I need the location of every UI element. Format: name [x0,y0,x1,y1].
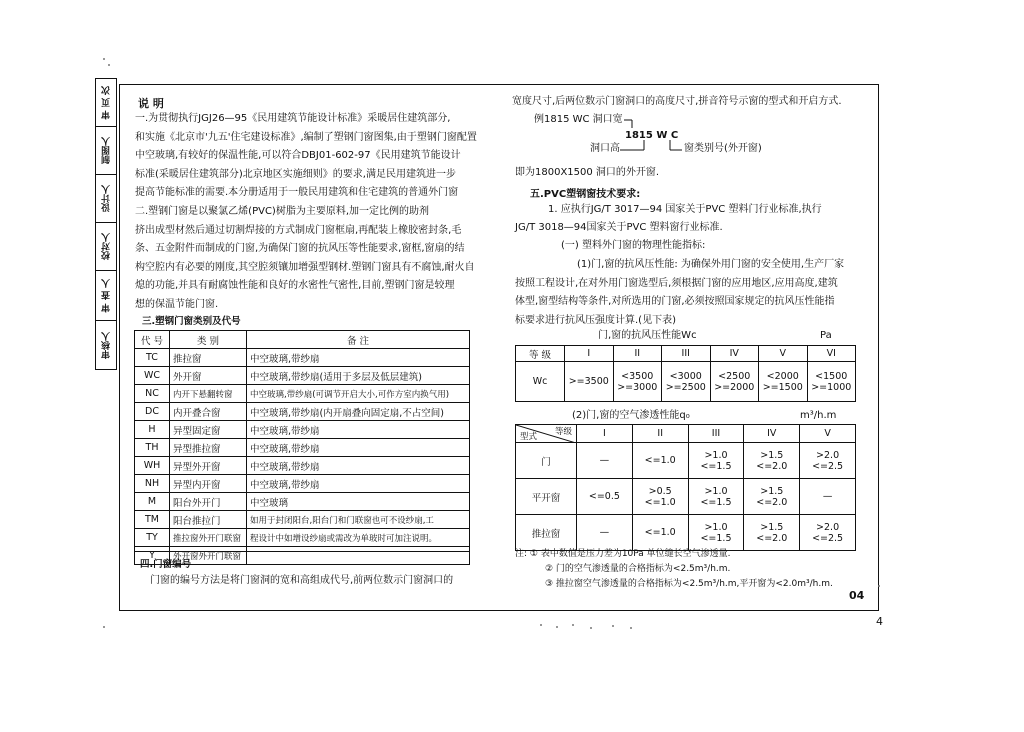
paragraph-1: 一.为贯彻执行JGJ26—95《民用建筑节能设计标准》采暖居住建筑部分, 和实施《北京市'九五'住宅建设标准》,编制了塑钢门窗图集,由于塑钢门窗配置 中空玻璃,有较好的保温性能,可以符合DBJ01-602-97《民用建筑节能设计 标准(采暖居住建筑部分)北京地区实施细则》的要求,满足民用建筑进一步 提高节能标准的需要.本分册适用于一般民用建筑和住宅建筑的普通外门窗 [135,113,477,198]
sidebar-cell: 审 查 人 [96,271,116,321]
sidebar-cell: 校对人 [96,223,116,271]
paragraph-2: 二.塑钢门窗是以聚氯乙烯(PVC)树脂为主要原料,加一定比例的助剂 挤出成型材然后通过切割焊接的方式制成门窗框扇,再配装上橡胶密封条,毛 条、五金附件而制成的门窗,为确保门窗的抗风压等性能要求,窗框,窗扇的结 构空腔内有必要的刚度,其空腔须镶加增强型钢材.塑钢门窗具有不腐蚀,耐火自 熄的功能,并具有耐腐蚀性能和良好的水密性气密性,目前,塑钢门窗是较理 想的保温节能门窗. [135,206,475,310]
wind-table-unit: Pa [820,330,832,341]
table-header-row [135,331,470,349]
table-row: NC 内开下悬翻转窗 中空玻璃,带纱扇(可调节开启大小,可作方室内换气用) [135,385,470,403]
section-3-title: 三.塑钢门窗类别及代号 [142,316,241,327]
table-row: 平开窗 <=0.5 >0.5 <=1.0 >1.0 <=1.5 >1.5 <=2.0 — [516,479,856,515]
wind-pressure-table [515,345,856,402]
table-row: 等级 型式 I II III IV V [516,425,856,443]
table-row: M 阳台外开门 中空玻璃 [135,493,470,511]
table-row: WH 异型外开窗 中空玻璃,带纱扇 [135,457,470,475]
sidebar-cell: 审核人 [101,331,112,359]
air-permeability-table [515,424,856,551]
table-row: WC 外开窗 中空玻璃,带纱扇(适用于多层及低层建筑) [135,367,470,385]
section-4-text: 门窗的编号方法是将门窗洞的宽和高组成代号,前两位数示门窗洞口的 [150,575,454,586]
air-table-unit: m³/h.m [800,410,837,421]
example-window-type: 窗类别号(外开窗) [684,143,762,154]
table-row: Y 外开窗外开门联窗 [135,547,470,565]
section-5-line-1: 1. 应执行JG/T 3017—94 国家关于PVC 塑料门行业标准,执行 [548,204,822,215]
sidebar-cell: 设计人 [96,175,116,223]
sidebar-cell: 制图人 [96,127,116,175]
table-row: DC 内开叠合窗 中空玻璃,带纱扇(内开扇叠向固定扇,不占空间) [135,403,470,421]
right-line-1: 宽度尺寸,后两位数示门窗洞口的高度尺寸,拼音符号示窗的型式和开启方式. [512,96,842,107]
table-row: NH 异型内开窗 中空玻璃,带纱扇 [135,475,470,493]
table-row: 推拉窗 — <=1.0 >1.0 <=1.5 >1.5 <=2.0 >2.0 <=2.5 [516,515,856,551]
example-hole-height: 洞口高 [590,143,620,154]
divider [134,551,470,552]
window-type-table [134,330,470,565]
section-5-line-2: JG/T 3018—94国家关于PVC 塑料窗行业标准. [515,222,723,233]
wind-pressure-paragraph: (1)门,窗的抗风压性能: 为确保外用门窗的安全使用,生产厂家 按照工程设计,在对外用门窗选型后,须根据门窗的应用地区,应用高度,建筑 体型,窗型结构等条件,对所选用的门窗,必须按照国家规定的抗风压性能指 标要求进行抗风压强度计算.(见下表) [515,259,845,326]
table-header: 类 别 [170,331,247,349]
table-header: 代 号 [135,331,170,349]
example-code: 1815 W C [625,130,679,141]
section-5-line-3: (一) 塑料外门窗的物理性能指标: [561,240,706,251]
section-title: 说 明 [138,97,164,110]
table-row: TM 阳台推拉门 如用于封闭阳台,阳台门和门联窗也可不设纱扇,工 [135,511,470,529]
section-4-title: 四.门窗编号 [140,559,192,570]
table-row: TY 推拉窗外开门联窗 程设计中如增设纱扇或需改为单玻时可加注说明。 [135,529,470,547]
air-table-caption: (2)门,窗的空气渗透性能q₀ [572,410,690,421]
example-label: 例1815 WC 洞口宽 [534,114,623,125]
table-header: 备 注 [247,331,470,349]
table-row: 等 级 I II III IV V VI [516,346,856,362]
notes: 注: ① 表中数值是压力差为10Pa 单位缝长空气渗透量. ② 门的空气渗透量的合格指标为<2.5m³/h.m. ③ 推拉窗空气渗透量的合格指标为<2.5m³/h.m,平开窗为<2.0m³/h.m. [515,549,833,589]
table-row: H 异型固定窗 中空玻璃,带纱扇 [135,421,470,439]
corner-cell: 等级 型式 [516,425,577,443]
table-row: TC 推拉窗 中空玻璃,带纱扇 [135,349,470,367]
table-row: Wc >=3500 <3500 >=3000 <3000 >=2500 <2500 >=2000 <2000 >=1500 <1500 >=1000 [516,362,856,402]
wind-table-caption: 门,窗的抗风压性能Wc [598,330,697,341]
table-row: TH 异型推拉窗 中空玻璃,带纱扇 [135,439,470,457]
title-block-sidebar [95,78,117,370]
example-result: 即为1800X1500 洞口的外开窗. [515,167,660,178]
section-5-title: 五.PVC塑钢窗技术要求: [530,189,641,200]
sidebar-cell: 审 页 次 [96,79,116,127]
page-number: 4 [876,615,883,628]
table-row: 门 — <=1.0 >1.0 <=1.5 >1.5 <=2.0 >2.0 <=2.5 [516,443,856,479]
drawing-page-code: 04 [849,589,865,602]
